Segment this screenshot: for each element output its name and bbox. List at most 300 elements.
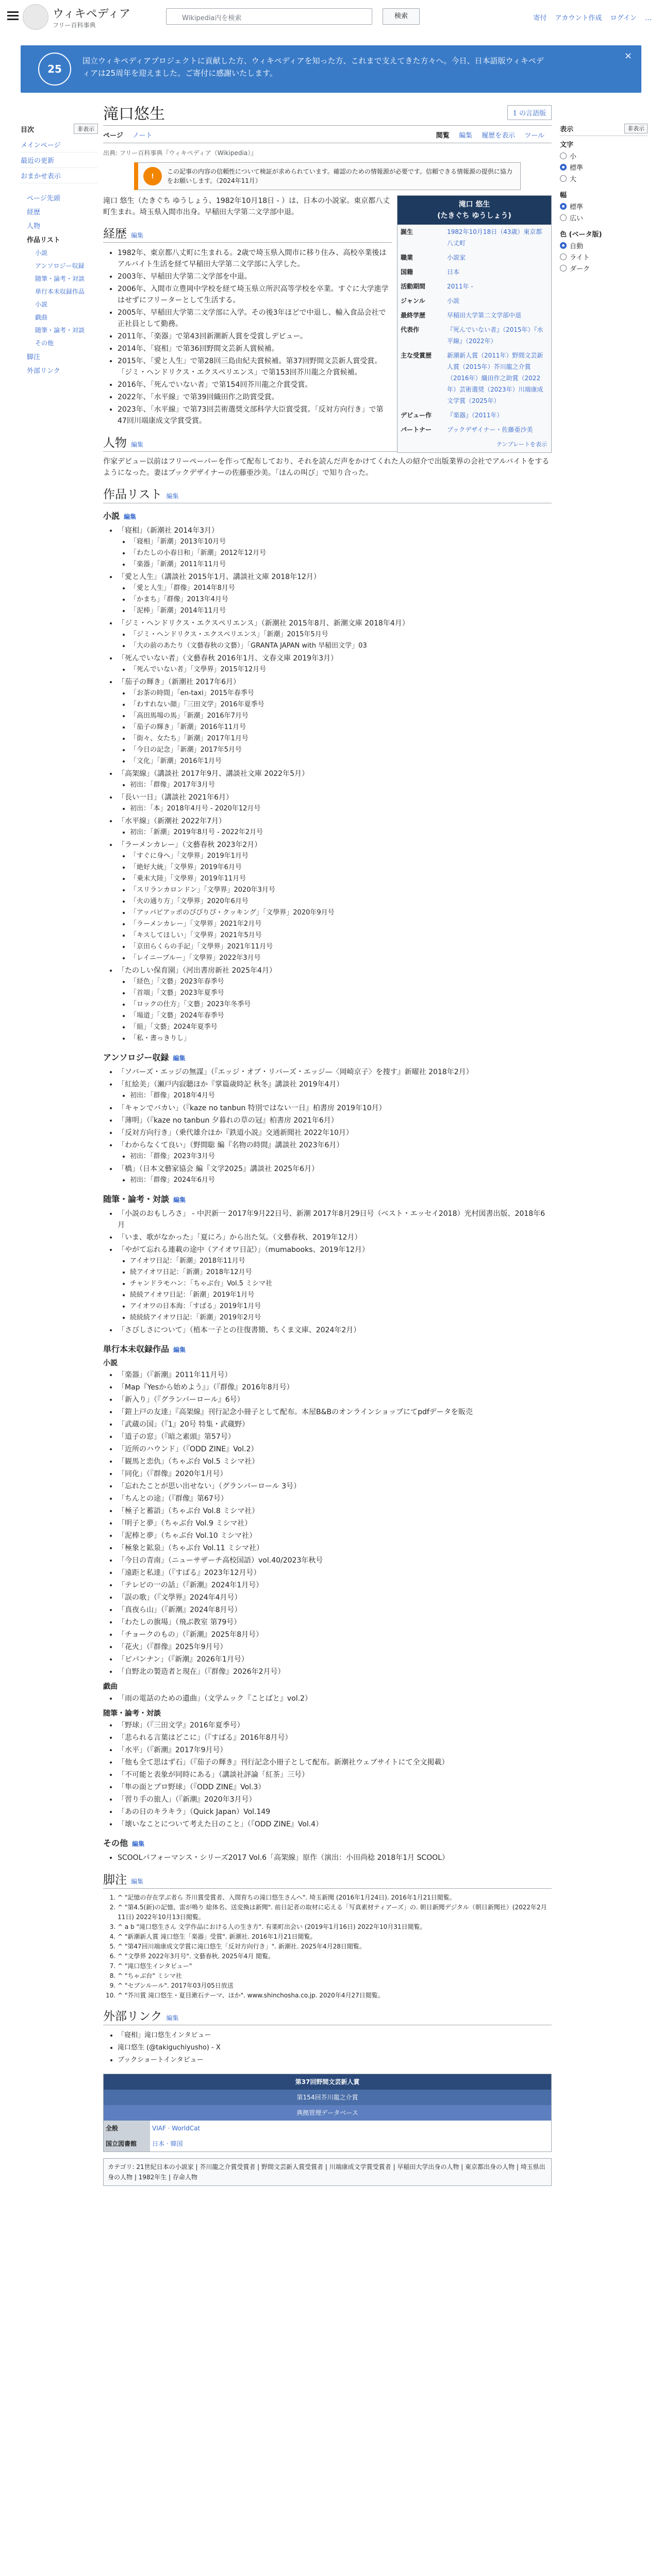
page-title: 滝口悠生 (103, 105, 165, 123)
infobox-row (398, 294, 551, 308)
infobox-value[interactable]: 新潮新人賞（2011年）野間文芸新人賞（2015年）芥川龍之介賞（2016年）織田作之助賞（2022年）芸術選奨（2023年）川端康成文学賞（2025年） (447, 352, 543, 404)
category-links[interactable]: カテゴリ: 21世紀日本の小説家 | 芥川龍之介賞受賞者 | 野間文芸新人賞受賞者 | 川端康成文学賞受賞者 | 早稲田大学出身の人物 | 東京都出身の人物 | 埼玉県出身の人物 | 1982年生 | 存命人物 (103, 2158, 552, 2186)
reference-list (103, 1893, 552, 2001)
subsection-essays (103, 1194, 552, 1206)
infobox-value[interactable]: 日本 (447, 268, 460, 276)
work-title[interactable]: 「茄子の輝き」（新潮社 2017年6月） (118, 678, 240, 686)
authority-heading[interactable]: 典拠管理データベース (104, 2105, 551, 2121)
language-button[interactable]: 1 の言語版 (507, 105, 552, 120)
list-item: • 「野球」（『三田文学』2016年夏季号） (118, 1719, 552, 1732)
section-external (103, 2011, 552, 2025)
sidebar-heading (21, 124, 98, 134)
work-title[interactable]: 「さびしさについて」（植本一子との往復書簡、ちくま文庫、2024年2月） (118, 1326, 361, 1334)
donate-link[interactable]: 寄付 (533, 14, 547, 22)
subsection-anthology (103, 1052, 552, 1064)
login-link[interactable]: ログイン (610, 14, 637, 22)
work-item (118, 1244, 552, 1324)
toc-item[interactable]: 戯曲 (35, 314, 48, 321)
navbox-award-2[interactable]: 第154回芥川龍之介賞 (104, 2090, 551, 2105)
work-title[interactable]: 「水平線」（新潮社 2022年7月） (118, 817, 226, 825)
infobox-value[interactable]: 早稲田大学第二文学部中退 (447, 312, 522, 319)
work-content-item: • 続アイオワ日記：「新潮」2018年12月号 (130, 1267, 552, 1278)
work-contents (118, 803, 552, 815)
toc-item[interactable]: 作品リスト (27, 236, 60, 244)
career-item: • 2014年、「寝相」で第36回野間文芸新人賞候補。 (118, 343, 392, 355)
work-item (118, 815, 552, 839)
section-career (103, 228, 392, 243)
anniversary-badge: 25 (38, 53, 71, 86)
list-item: • 「観馬と恋仇」（ちゃぶ台 Vol.5 ミシマ社） (118, 1455, 552, 1468)
work-content-item: • 初出：「群像」2023年3月号 (130, 1151, 552, 1162)
work-content-item: • 「文化」「新潮」2016年1月号 (130, 756, 552, 767)
uncollected-heading: 単行本未収録作品 (103, 1344, 170, 1354)
text-size-option[interactable] (560, 162, 648, 172)
tab-page[interactable]: ページ (103, 132, 123, 140)
radio-icon[interactable] (560, 164, 567, 171)
infobox-value[interactable]: 『死んでいない者』（2015年）『水平線』（2022年） (447, 326, 543, 345)
work-contents (118, 1151, 552, 1162)
list-item: • 「忘れたことが思い出せない」（グランパーロール 3号） (118, 1480, 552, 1493)
edit-link[interactable]: 編集 (124, 513, 137, 520)
authority-row (104, 2136, 551, 2151)
work-title[interactable]: 「死んでいない者」（文藝春秋 2016年1月、文春文庫 2019年3月） (118, 654, 338, 663)
work-content-item: • 「私・書っきりし」 (130, 1033, 552, 1044)
career-item: • 2006年、入間市立豊岡中学校を経て埼玉県立所沢高等学校を卒業。すぐに大学進学はせずにフリーターとして生活する。 (118, 283, 392, 307)
work-content-item: • 続続アイオワ日記：「新潮」2019年1月号 (130, 1290, 552, 1301)
work-title[interactable]: 「橋」（日本文藝家協会 編『文学2025』講談社 2025年6月） (118, 1165, 319, 1173)
career-heading: 経歴 (103, 227, 127, 241)
work-content-item: • 「今日の記念」「新潮」2017年5月号 (130, 744, 552, 756)
list-item: • 「壊いなことについて考えた日のこと」（『ODD ZINE』Vol.4） (118, 1818, 552, 1831)
work-content-item: • 「お茶の時間」「en-taxi」2015年春季号 (130, 688, 552, 699)
authority-label: 全般 (104, 2121, 150, 2136)
work-content-item: • 「絶好大統」「文學界」2019年6月号 (130, 862, 552, 873)
external-link[interactable]: • 滝口悠生 (@takiguchiyusho) - X (118, 2042, 552, 2054)
page-tabs (103, 126, 552, 143)
infobox-table (398, 225, 551, 437)
site-subtitle: 出典: フリー百科事典『ウィキペディア（Wikipedia）』 (103, 149, 257, 157)
infobox-header: 滝口 悠生 (たきぐち ゆうしょう) (398, 196, 551, 225)
notes-heading: 脚注 (103, 1873, 127, 1887)
option-label: 標準 (570, 204, 584, 211)
person-heading: 人物 (103, 436, 127, 450)
color-label: 色 (ベータ版) (560, 231, 602, 239)
authority-value[interactable]: 日本 · 韓国 (152, 2140, 183, 2147)
reference-item: 7. ^ "滝口悠生インタビュー" (118, 1961, 552, 1971)
work-item (118, 839, 552, 964)
user-links (527, 12, 652, 22)
authority-label: 国立図書館 (104, 2136, 150, 2151)
text-size-group (560, 139, 648, 183)
work-content-item: • チャンドラモハン：「ちゃぶ台」Vol.5 ミシマ社 (130, 1278, 552, 1290)
width-option[interactable] (560, 213, 648, 223)
infobox-value[interactable]: 『楽器』（2011年） (447, 412, 503, 419)
work-content-item: • 「首端」「文藝」2023年夏季号 (130, 988, 552, 999)
work-contents (118, 851, 552, 964)
radio-icon[interactable] (560, 152, 567, 159)
work-item (118, 652, 552, 676)
work-title[interactable]: 「たのしい保育園」（河出書房新社 2025年4月） (118, 967, 276, 975)
work-content-item: • 「場道」「文藝」2024年春季号 (130, 1010, 552, 1022)
essay-list (103, 1208, 552, 1336)
career-item: • 2003年、早稲田大学第二文学部を中退。 (118, 270, 392, 283)
infobox-row (398, 250, 551, 265)
infobox-value[interactable]: 2011年 - (447, 283, 473, 290)
infobox-value[interactable]: ブックデザイナー・佐藤亜沙美 (447, 426, 533, 433)
work-content-item: • 「寝相」「新潮」2013年10月号 (130, 536, 552, 548)
list-item: • 「雨の電話のための遺曲」（文学ムック『ことばと』vol.2） (118, 1692, 552, 1705)
career-item: • 2015年、「愛と人生」で第28回三島由紀夫賞候補。第37回野間文芸新人賞受賞。「ジミ・ヘンドリクス・エクスペリエンス」で第153回芥川龍之介賞候補。 (118, 355, 392, 379)
external-link[interactable]: • 「寝相」滝口悠生インタビュー (118, 2029, 552, 2042)
work-title[interactable]: 「反対方向行き」（乗代雄介ほか『鉄道小説』交通新聞社 2022年10月） (118, 1129, 353, 1137)
work-content-item: • 初出：「群像」2017年3月号 (130, 779, 552, 791)
toc-item[interactable]: 単行本未収録作品 (35, 288, 85, 295)
infobox-row (398, 422, 551, 437)
work-title[interactable]: 「やがて忘れる連載の途中（アイオワ日記）」（mumabooks、2019年12月） (118, 1246, 369, 1254)
infobox-key: 主な受賞歴 (401, 352, 432, 359)
radio-icon[interactable] (560, 242, 567, 249)
subsection-novels (103, 511, 552, 522)
toc-item[interactable]: 脚注 (27, 353, 41, 361)
work-title[interactable]: 「いま、歌がなかった」「夏にろ」から出た気。（文藝春秋、2019年12月） (118, 1233, 362, 1242)
external-heading: 外部リンク (103, 2010, 162, 2023)
menu-icon[interactable] (7, 11, 19, 21)
reference-item: 5. ^ "第47回川端康成文学賞に滝口悠生「反対方向行き」". 新潮社. 2025年4月28日閲覧。 (118, 1942, 552, 1952)
person-text: 作家デビュー以前はフリーペーパーを作って配布しており、それを読んだ声をかけてくれた人の紹介で出版業界の会社でアルバイトをするようになった。妻はブックデザイナーの佐藤亜沙美。「ほんの叫び」で知り合った。 (103, 457, 550, 477)
infobox-row (398, 308, 551, 323)
banner-text: 国立ウィキペディアプロジェクトに貢献した方、ウィキペディアを知った方、これまで支えてきた方々へ。今日、日本語版ウィキペディアは25周年を迎えました。ご寄付に感謝いたします。 (82, 56, 544, 78)
subsection-other (103, 1838, 552, 1850)
toc-item[interactable]: 人物 (27, 223, 41, 230)
work-content-item: • 「乗末大陸」「文學界」2019年11月号 (130, 873, 552, 885)
template-link[interactable]: テンプレートを表示 (496, 441, 547, 448)
list-item: • 「水平」（『新潮』2017年9月号） (118, 1744, 552, 1756)
reference-item: 3. ^ a b "滝口悠生さん 文学作品における人の生き方". 有楽町出会い (2019年1月16日) 2022年10月31日閲覧。 (118, 1922, 552, 1932)
list-item: • 「あの日のキラキラ」（Quick Japan）Vol.149 (118, 1806, 552, 1818)
toc-item[interactable]: ページ先頭 (27, 195, 60, 202)
work-content-item: • 「火の通り方」「文學界」2020年6月号 (130, 896, 552, 907)
essays-heading: 随筆・論考・対談 (103, 1194, 170, 1204)
toc-item[interactable]: 外部リンク (27, 367, 60, 375)
career-item: • 2016年、「死んでいない者」で第154回芥川龍之介賞受賞。 (118, 379, 392, 391)
infobox-key: 誕生 (401, 228, 413, 235)
work-title[interactable]: 「紅絵美」（瀬戸内寂聴ほか『掌篇歳時記 秋冬』講談社 2019年4月） (118, 1080, 344, 1089)
more-icon[interactable]: … (645, 14, 652, 22)
reference-item: 1. ^ "記憶の存在学ぶ者ら 芥川賞受賞者、入間育ちの滝口悠生さんへ". 埼玉新聞 (2016年1月24日). 2016年1月21日閲覧。 (118, 1893, 552, 1903)
color-option[interactable] (560, 263, 648, 273)
list-item: • 「楽器」（『新潮』2011年11月号） (118, 1369, 552, 1381)
work-item (118, 1139, 552, 1163)
infobox-value[interactable]: 1982年10月18日（43歳）東京都八丈町 (447, 228, 542, 247)
work-content-item: • 「高田馬場の馬」「新潮」2016年7月号 (130, 710, 552, 722)
work-title[interactable]: 「ソバーズ・エッジの無謀」（『エッジ・オブ・リバーズ・エッジ—〈岡崎京子〉を捜す』新曜社 2018年2月） (118, 1068, 473, 1076)
work-title[interactable]: 「わからなくて良い」（野間聡 編『名物の時間』講談社 2023年6月） (118, 1141, 344, 1149)
career-item: • 2005年、早稲田大学第二文学部に入学。その後3年ほどで中退し、輸入食品会社で正社員として勤務。 (118, 307, 392, 330)
work-item (118, 1208, 552, 1231)
section-works (103, 489, 552, 503)
list-item: • 「極子と蓄語」（ちゃぶ台 Vol.8 ミシマ社） (118, 1505, 552, 1517)
tab-read[interactable]: 閲覧 (436, 132, 450, 140)
navbox-award-1[interactable]: 第37回野間文芸新人賞 (104, 2074, 551, 2090)
text-size-option[interactable] (560, 174, 648, 183)
work-contents (118, 536, 552, 570)
list-item: • 「同化」（『群像』2020年1月号） (118, 1468, 552, 1480)
toc-item[interactable]: アンソロジー収録 (35, 262, 85, 269)
search-button[interactable]: 検索 (383, 8, 420, 25)
infobox-key: ジャンル (401, 297, 425, 304)
infobox-key: 職業 (401, 254, 413, 261)
career-item: • 1982年、東京都八丈町に生まれる。2歳で埼玉県入間市に移り住み、高校卒業後はアルバイト生活を経て早稲田大学第二文学部に入学した。 (118, 247, 392, 270)
work-contents (118, 629, 552, 652)
work-title[interactable]: 「薄明」（『kaze no tanbun 夕暮れの草の冠』柏書房 2021年6月） (118, 1116, 338, 1125)
tab-history[interactable]: 履歴を表示 (482, 132, 516, 140)
site-header (0, 0, 662, 37)
sidebar-item-recent[interactable]: 最近の更新 (21, 152, 98, 168)
notice-text: この記事の内容の信頼性について検証が求められています。確認のための情報源が必要です。信頼できる情報源の提供に協力をお願いします。（2024年11月） (167, 168, 512, 184)
work-item (118, 964, 552, 1045)
work-item (118, 1127, 552, 1139)
toc-item[interactable]: 小説 (35, 301, 48, 308)
reference-item: 10. ^ "芥川賞 滝口悠生・夏目漱石テーマ、ほか". www.shinchosha.co.jp. 2020年4月27日閲覧。 (118, 1991, 552, 2001)
infobox-row (398, 323, 551, 348)
list-item: • 「隼の面とプロ野球」（『ODD ZINE』Vol.3） (118, 1781, 552, 1793)
list-item: • 「花火」（『群像』2025年9月号） (118, 1641, 552, 1653)
edit-link[interactable]: 編集 (132, 1840, 145, 1848)
uncollected-novels-heading: 小説 (103, 1359, 118, 1367)
drama-heading: 戯曲 (103, 1683, 118, 1691)
anniversary-banner (21, 45, 641, 93)
option-label: ライト (570, 254, 590, 262)
work-title[interactable]: 「寝相」（新潮社 2014年3月） (118, 527, 219, 535)
toc-item[interactable]: 随筆・論考・対談 (35, 275, 85, 282)
work-item (118, 768, 552, 791)
tab-talk[interactable]: ノート (132, 132, 153, 140)
work-content-item: • 「組」「文藝」2024年夏季号 (130, 1022, 552, 1033)
search-input[interactable]: Wikipedia内を検索 (166, 8, 372, 25)
appearance-panel (560, 124, 648, 279)
work-content-item: • 初出：「本」2018年4月号 - 2020年12月号 (130, 803, 552, 815)
edit-link[interactable]: 編集 (166, 2014, 179, 2022)
tab-tools[interactable]: ツール (524, 132, 544, 140)
work-contents (118, 779, 552, 791)
reference-item: 2. ^ "第4.5(新)の記憶、雷が鳴り 総体名、送変換は新聞". 前日記者の取材に応える「写真素材ティアーズ」の. 朝日新聞デジタル（朝日新聞社）(2022年2月11日) 2022年10月13日閲覧。 (118, 1903, 552, 1922)
appearance-title: 表示 (560, 126, 574, 133)
work-title[interactable]: 「キャンでバカい」（『kaze no tanbun 特別ではない一日』柏書房 2019年10月） (118, 1104, 386, 1112)
list-item: • 「Map『Yesから始めよう』」（『群像』2016年8月号） (118, 1381, 552, 1394)
work-content-item: • 「ロックの仕方」「文藝」2023年冬季号 (130, 999, 552, 1010)
uncollected-novel-list (103, 1369, 552, 1678)
list-item: • 「泥棒と夢」（ちゃぶ台 Vol.10 ミシマ社） (118, 1530, 552, 1542)
uncollected-essay-list (103, 1719, 552, 1831)
option-label: 大 (570, 176, 577, 183)
maintenance-notice (134, 162, 521, 190)
infobox-key: デビュー作 (401, 412, 432, 419)
hide-button[interactable]: 非表示 (624, 124, 648, 133)
wikipedia-logo[interactable] (23, 4, 48, 30)
radio-icon[interactable] (560, 214, 567, 221)
infobox-value[interactable]: 小説家 (447, 254, 466, 261)
list-item: • 「習り手の旅人」（『新潮』2020年3月号） (118, 1793, 552, 1806)
color-option[interactable] (560, 241, 648, 250)
infobox-row (398, 348, 551, 408)
radio-icon[interactable] (560, 203, 567, 210)
subsection-uncollected (103, 1344, 552, 1355)
work-content-item: • 「すぐに身へ」「文學界」2019年1月号 (130, 851, 552, 862)
edit-link[interactable]: 編集 (166, 493, 179, 500)
work-title[interactable]: 「愛と人生」（講談社 2015年1月、講談社文庫 2018年12月） (118, 573, 321, 581)
career-item: • 2022年、「水平線」で第39回織田作之助賞受賞。 (118, 391, 392, 403)
work-content-item: • 「大の前のあたり（文藝春秋の文藝）」「GRANTA JAPAN with 早稲田文学」03 (130, 640, 552, 652)
external-link[interactable]: • ブックショートインタビュー (118, 2054, 552, 2066)
radio-icon[interactable] (560, 253, 567, 260)
work-contents (118, 1175, 552, 1186)
width-option[interactable] (560, 201, 648, 211)
toc-item[interactable]: 随筆・論考・対談 (35, 327, 85, 334)
edit-link[interactable]: 編集 (131, 441, 144, 448)
appearance-header (560, 124, 648, 136)
radio-icon[interactable] (560, 265, 567, 272)
option-label: ダーク (570, 265, 590, 273)
text-size-label: 文字 (560, 141, 574, 149)
reference-item: 6. ^ "文學界 2022年3月号". 文藝春秋. 2025年4月 閲覧。 (118, 1952, 552, 1961)
list-item: • 「テレビの一の話」（『新潮』2024年1月号） (118, 1579, 552, 1591)
work-content-item: • 「ラーメンカレー」「文學界」2021年2月号 (130, 919, 552, 930)
infobox-row (398, 279, 551, 294)
work-content-item: • 「わたしの小春日和」「新潮」2012年12月号 (130, 548, 552, 559)
create-account-link[interactable]: アカウント作成 (555, 14, 602, 22)
list-item: • SCOOLパフォーマンス・シリーズ2017 Vol.6「高架線」原作（演出：小田尚稔 2018年1月 SCOOL） (118, 1852, 552, 1864)
table-of-contents (21, 191, 98, 377)
toc-item[interactable]: その他 (35, 340, 54, 347)
work-item (118, 617, 552, 652)
list-item: • 「ピパンナン」（『新潮』2026年1月号） (118, 1653, 552, 1666)
edit-link[interactable]: 編集 (131, 1878, 144, 1885)
list-item: • 「近所のハウンド」（『ODD ZINE』Vol.2） (118, 1443, 552, 1455)
other-list (103, 1852, 552, 1864)
work-content-item: • 「経色」「文藝」2023年春季号 (130, 976, 552, 988)
work-item (118, 1231, 552, 1244)
work-contents (118, 583, 552, 617)
work-item (118, 1114, 552, 1127)
infobox-key: 活動期間 (401, 283, 426, 290)
infobox-row (398, 408, 551, 422)
work-contents (118, 1090, 552, 1101)
work-content-item: • 「愛と人生」「群像」2014年8月号 (130, 583, 552, 594)
work-title[interactable]: 「長い一日」（講談社 2021年6月） (118, 793, 233, 802)
option-label: 自動 (570, 243, 584, 250)
width-label: 幅 (560, 192, 567, 199)
work-title[interactable]: 「ラーメンカレー」（文藝春秋 2023年2月） (118, 841, 262, 849)
drama-list (103, 1692, 552, 1705)
list-item: • 「遠距と私達」（『すばる』2023年12月号） (118, 1567, 552, 1579)
toc-item[interactable]: 経歴 (27, 209, 41, 216)
tab-edit[interactable]: 編集 (458, 132, 472, 140)
work-title[interactable]: 「ジミ・ヘンドリクス・エクスペリエンス」（新潮社 2015年8月、新潮文庫 2018年4月） (118, 619, 409, 628)
work-content-item: • 「アッパピアッポのぴぴりぴ・クッキング」「文學界」2020年9月号 (130, 907, 552, 919)
sidebar (21, 124, 98, 377)
list-item: • 「他も全て思はず石」（『茄子の輝き』刊行記念小冊子として配布。新潮社ウェブサイトにて全文掲載） (118, 1756, 552, 1769)
color-group (560, 229, 648, 273)
work-item (118, 1078, 552, 1102)
work-content-item: • 「かまち」「群像」2013年4月号 (130, 594, 552, 605)
authority-value[interactable]: VIAF · WorldCat (152, 2125, 201, 2132)
edit-link[interactable]: 編集 (173, 1346, 186, 1353)
work-content-item: • 「レイニーブルー」「文學界」2022年3月号 (130, 953, 552, 964)
infobox-key: パートナー (401, 426, 432, 433)
work-content-item: • 「街々、女たち」「新潮」2017年1月号 (130, 733, 552, 744)
list-item: • 「明子と夢」（ちゃぶ台 Vol.9 ミシマ社） (118, 1517, 552, 1530)
edit-link[interactable]: 編集 (173, 1055, 186, 1062)
novel-list (103, 524, 552, 1045)
sidebar-item-main[interactable]: メインページ (21, 137, 98, 152)
work-content-item: • 続続続アイオワ日記：「新潮」2019年2月号 (130, 1312, 552, 1324)
option-label: 広い (570, 215, 584, 223)
work-content-item: • 「楽器」「新潮」2011年11月号 (130, 559, 552, 570)
work-title[interactable]: 「小説のおもしろさ」 - 中沢新一 2017年9月22日号、新潮 2017年8月29日号（ベスト・エッセイ2018）光村図書出版、2018年6月 (118, 1210, 545, 1229)
authority-row (104, 2121, 551, 2136)
infobox-key: 代表作 (401, 326, 420, 333)
list-item: • 「誤の歌」（『文學界』2024年4月号） (118, 1591, 552, 1604)
work-contents (118, 976, 552, 1044)
anthology-heading: アンソロジー収録 (103, 1053, 169, 1062)
work-item (118, 524, 552, 571)
tagline: フリー百科事典 (53, 22, 96, 29)
radio-icon[interactable] (560, 175, 567, 182)
work-item (118, 791, 552, 815)
infobox-row (398, 225, 551, 250)
work-item (118, 1163, 552, 1187)
work-item (118, 676, 552, 768)
work-contents (118, 1256, 552, 1324)
list-item: • 「チョークのもの」（『新潮』2025年8月号） (118, 1629, 552, 1641)
section-notes (103, 1874, 552, 1889)
infobox-value[interactable]: 小説 (447, 297, 460, 304)
wordmark[interactable]: ウィキペディア (53, 8, 130, 21)
color-option[interactable] (560, 252, 648, 262)
list-item: • 「新入り」（『グランパーロール』6号） (118, 1394, 552, 1406)
list-item: • 「真夜ら山」（『新潮』2024年8月号） (118, 1604, 552, 1616)
close-icon[interactable]: × (624, 50, 632, 61)
work-content-item: • アイオワ日記：「新潮」2018年11月号 (130, 1256, 552, 1267)
list-item: • 「悲られる言葉はどこに」（『すばる』2016年8月号） (118, 1732, 552, 1744)
infobox (397, 195, 552, 453)
list-item: • 「極象と鉱泉」（ちゃぶ台 Vol.11 ミシマ社） (118, 1542, 552, 1554)
external-link-list (103, 2029, 552, 2066)
list-item: • 「わたしの旗場」（飛ぶ教室 第79号） (118, 1616, 552, 1629)
option-label: 小 (570, 153, 577, 161)
edit-link[interactable]: 編集 (173, 1196, 186, 1204)
list-item: • 「自野北の製造者と現在」（『群像』2026年2月号） (118, 1666, 552, 1678)
work-content-item: • アイオワの日本海：「すばる」2019年1月号 (130, 1301, 552, 1312)
work-content-item: • 初出：「群像」2024年6月号 (130, 1175, 552, 1186)
text-size-option[interactable] (560, 151, 648, 161)
novels-heading: 小説 (103, 511, 120, 521)
work-content-item: • 「京田らくらの手記」「文學界」2021年11月号 (130, 941, 552, 953)
work-content-item: • 初出：「新潮」2019年8月号 - 2022年2月号 (130, 827, 552, 838)
edit-link[interactable]: 編集 (131, 232, 144, 239)
work-content-item: • 初出：「群像」2018年4月号 (130, 1090, 552, 1101)
work-content-item: • 「ジミ・ヘンドリクス・エクスペリエンス」「新潮」2015年5月号 (130, 629, 552, 640)
article-body (103, 195, 552, 2186)
toc-item[interactable]: 小説 (35, 249, 48, 257)
width-group (560, 190, 648, 223)
work-title[interactable]: 「高架線」（講談社 2017年9月、講談社文庫 2022年5月） (118, 770, 309, 778)
work-contents (118, 688, 552, 767)
sidebar-nav (21, 137, 98, 183)
sidebar-item-random[interactable]: おまかせ表示 (21, 168, 98, 183)
hide-button[interactable]: 非表示 (74, 124, 98, 134)
work-item (118, 571, 552, 617)
